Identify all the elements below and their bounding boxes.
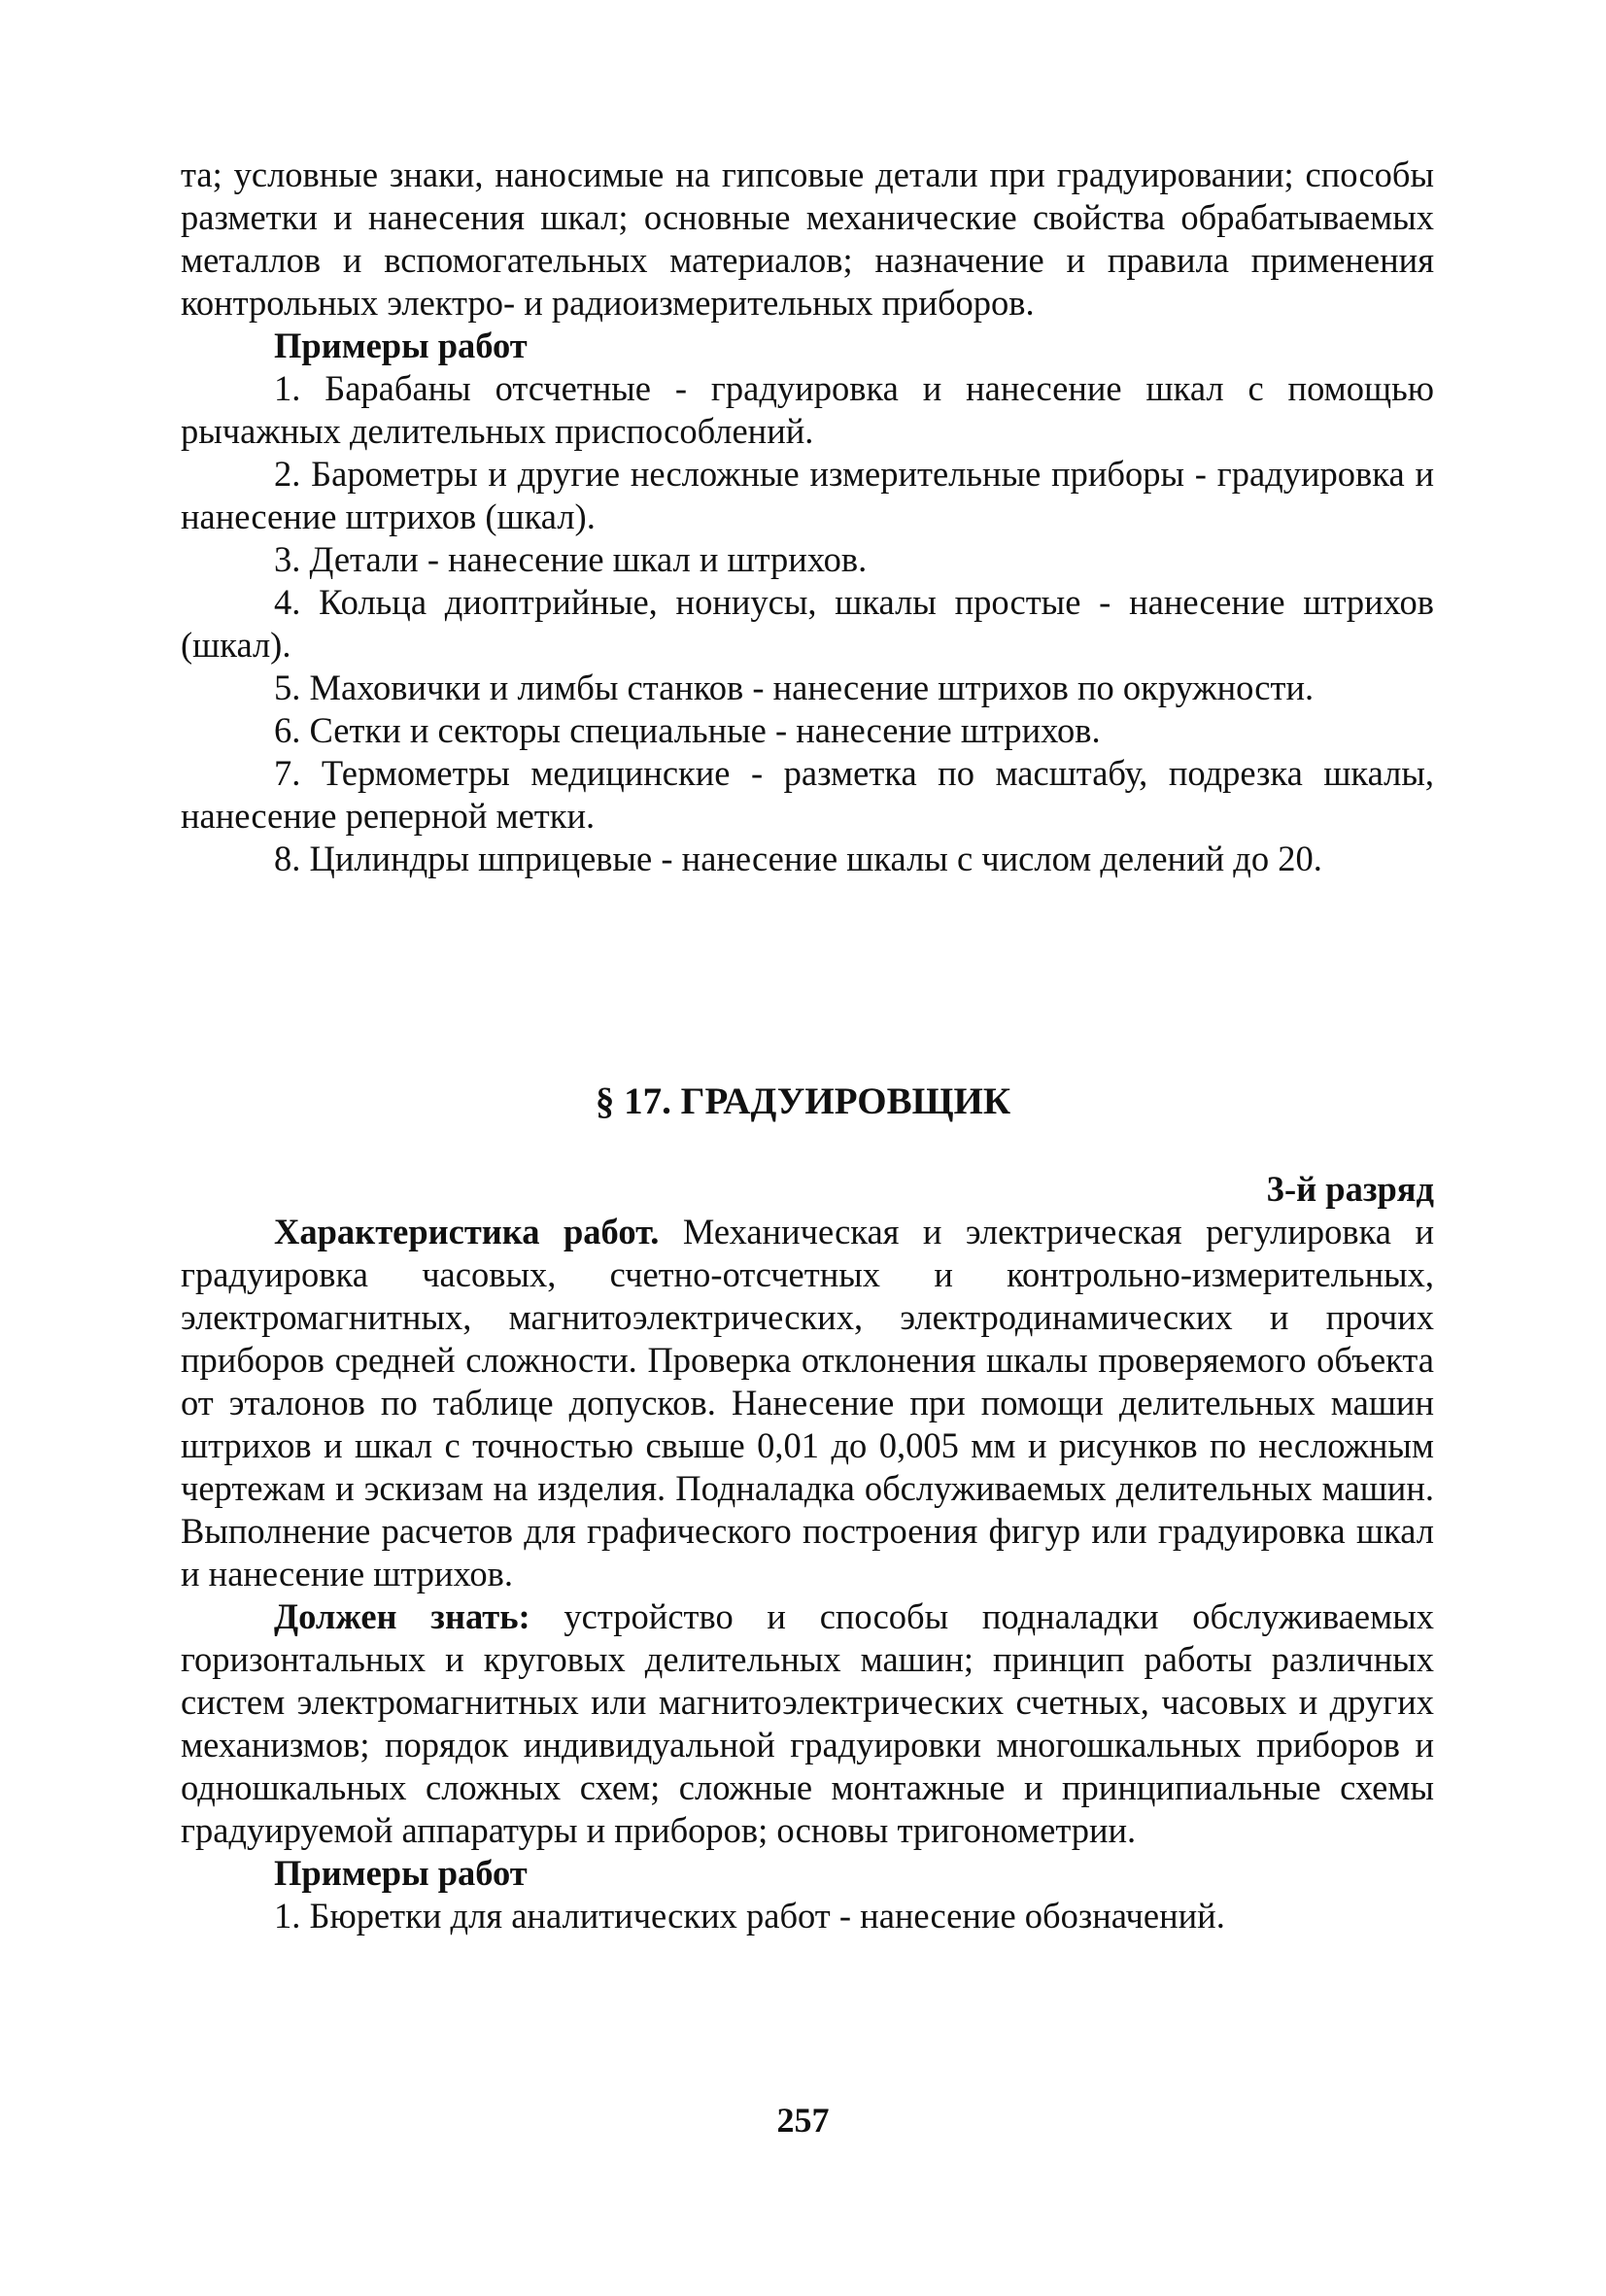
example-item: 8. Цилиндры шприцевые - нанесение шкалы с числом делений до 20. [274,839,1322,878]
characteristic-label: Характеристика работ. [274,1212,660,1251]
examples-heading: Примеры работ [274,1853,528,1893]
grade-label: 3-й разряд [1266,1169,1434,1209]
example-item: 3. Детали - нанесение шкал и штрихов. [274,539,868,579]
example-item: 6. Сетки и секторы специальные - нанесение штрихов. [274,710,1101,750]
knowledge-label: Должен знать: [274,1596,530,1636]
example-item: 1. Бюретки для аналитических работ - нанесение обозначений. [274,1896,1225,1936]
section-title: § 17. ГРАДУИРОВЩИК [595,1080,1011,1122]
example-item: 1. Барабаны отсчетные - градуировка и нанесение шкал с помощью рычажных делительных приспособлений. [181,368,1434,451]
example-item: 7. Термометры медицинские - разметка по масштабу, подрезка шкалы, нанесение реперной метки. [181,753,1434,836]
characteristic-text: Механическая и электрическая регулировка и градуировка часовых, счетно-отсчетных и контрольно-измерительных, электромагнитных, магнитоэлектрических, электродинамических и прочих приборов средней сложности. Проверка отклонения шкалы проверяемого объекта от эталонов по таблице допусков. Нанесение при помощи делительных машин штрихов и шкал с точностью свыше 0,01 до 0,005 мм и рисунков по несложным чертежам и эскизам на изделия. Подналадка обслуживаемых делительных машин. Выполнение расчетов для графического построения фигур или градуировка шкал и нанесение штрихов. [181,1212,1434,1593]
example-item: 5. Маховички и лимбы станков - нанесение штрихов по окружности. [274,668,1315,707]
example-item: 2. Барометры и другие несложные измерительные приборы - градуировка и нанесение штрихов (шкал). [181,454,1434,536]
knowledge-text: устройство и способы подналадки обслуживаемых горизонтальных и круговых делительных машин; принцип работы различных систем электромагнитных или магнитоэлектрических счетных, часовых и других механизмов; порядок индивидуальной градуировки многошкальных приборов и одношкальных сложных схем; сложные монтажные и принципиальные схемы градуируемой аппаратуры и приборов; основы тригонометрии. [181,1596,1434,1850]
knowledge-paragraph [181,1595,1434,1852]
top-text-block [181,154,1434,880]
section-text-block [181,1168,1434,1937]
characteristic-paragraph [181,1211,1434,1595]
continuation-paragraph: та; условные знаки, наносимые на гипсовые детали при градуировании; способы разметки и нанесения шкал; основные механические свойства обрабатываемых металлов и вспомогательных материалов; назначение и правила применения контрольных электро- и радиоизмерительных приборов. [181,154,1434,323]
page-number: 257 [776,2101,830,2140]
examples-heading: Примеры работ [274,326,528,365]
example-item: 4. Кольца диоптрийные, нониусы, шкалы простые - нанесение штрихов (шкал). [181,582,1434,665]
